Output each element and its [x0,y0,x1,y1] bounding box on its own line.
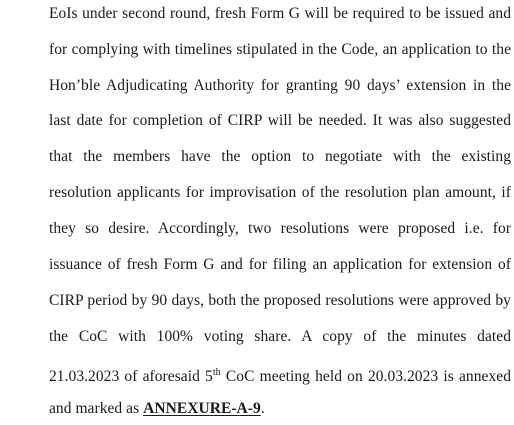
paragraph-line-11 [49,363,511,387]
paragraph-line-6: resolution applicants for improvisation of the resolution plan amount, if [49,184,511,201]
line-11-text-a: 21.03.2023 of aforesaid 5 [49,368,213,386]
paragraph-line-4: last date for completion of CIRP will be needed. It was also suggested [49,112,511,129]
paragraph-line-5: that the members have the option to negotiate with the existing [49,148,511,165]
line-12-period: . [260,400,265,417]
paragraph-line-2: for complying with timelines stipulated in the Code, an application to the [49,41,511,58]
line-12-text: and marked as [49,400,144,417]
paragraph-line-8: issuance of fresh Form G and for filing an application for extension of [49,256,511,273]
ordinal-suffix: th [212,367,221,378]
paragraph-line-12 [49,399,511,419]
paragraph-line-9: CIRP period by 90 days, both the proposed resolutions were approved by [49,292,511,309]
paragraph-line-7: they so desire. Accordingly, two resolutions were proposed i.e. for [49,220,511,237]
paragraph-line-10: the CoC with 100% voting share. A copy of the minutes dated [49,328,511,345]
paragraph-line-3: Hon’ble Adjudicating Authority for granting 90 days’ extension in the [49,77,511,94]
paragraph-line-1: EoIs under second round, fresh Form G will be required to be issued and [49,5,511,22]
annexure-reference: ANNEXURE-A-9 [143,400,261,417]
line-11-text-b: CoC meeting held on 20.03.2023 is annexed [220,368,511,386]
